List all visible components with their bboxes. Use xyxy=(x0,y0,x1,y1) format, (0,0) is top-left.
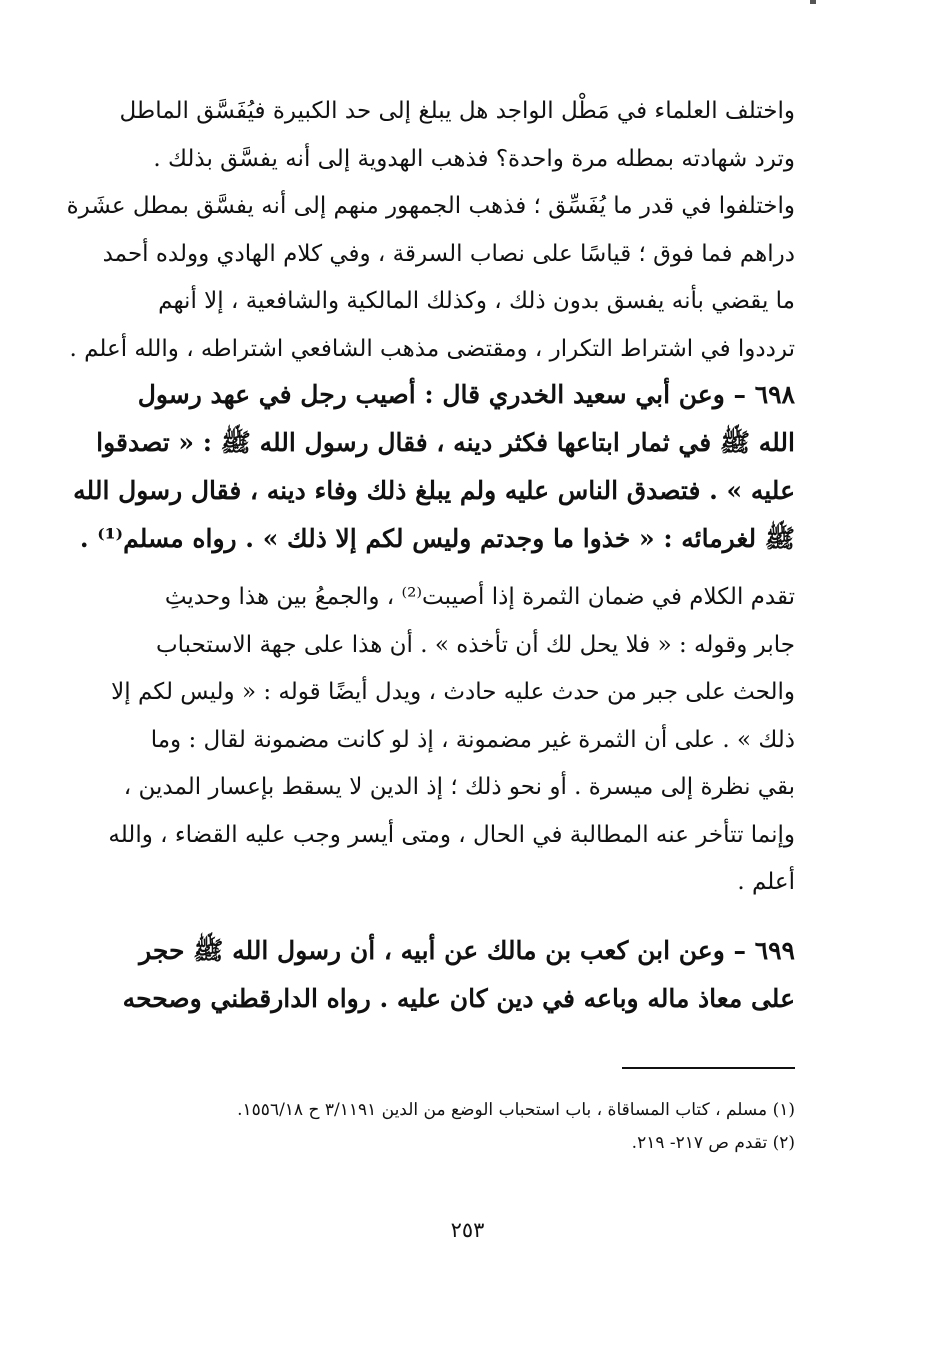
commentary-698 xyxy=(108,574,795,907)
hadith-698 xyxy=(73,371,795,563)
paragraph-scholars-opinions xyxy=(66,88,795,373)
text-line: واختلف العلماء في مَطْل الواجد هل يبلغ إلى حد الكبيرة فيُفَسَّق الماطل xyxy=(119,98,795,124)
scan-mark xyxy=(810,0,816,4)
hadith-line: الله ﷺ في ثمار ابتاعها فكثر دينه ، فقال رسول الله ﷺ : « تصدقوا xyxy=(96,428,795,457)
text-line: ذلك » . على أن الثمرة غير مضمونة ، إذ لو كانت مضمونة لقال : وما xyxy=(150,726,795,753)
text-line: ترددوا في اشتراط التكرار ، ومقتضى مذهب الشافعي اشتراطه ، والله أعلم . xyxy=(69,335,795,362)
text-line: أعلم . xyxy=(737,869,795,895)
text-line: تقدم الكلام في ضمان الثمرة إذا أصيبت⁽²⁾ ، والجمعُ بين هذا وحديثِ xyxy=(164,584,795,610)
text-line: ما يقضي بأنه يفسق بدون ذلك ، وكذلك المالكية والشافعية ، إلا أنهم xyxy=(158,288,795,314)
footnote-2: (٢) تقدم ص ٢١٧- ٢١٩. xyxy=(631,1133,795,1153)
text-line: وإنما تتأخر عنه المطالبة في الحال ، ومتى أيسر وجب عليه القضاء ، والله xyxy=(108,821,795,848)
hadith-line: ٦٩٨ – وعن أبي سعيد الخدري قال : أصيب رجل في عهد رسول xyxy=(137,380,795,409)
text-line: وترد شهادته بمطله مرة واحدة؟ فذهب الهدوية إلى أنه يفسَّق بذلك . xyxy=(153,145,795,172)
hadith-line: على معاذ ماله وباعه في دين كان عليه . رواه الدارقطني وصححه xyxy=(122,984,795,1013)
footnotes xyxy=(190,1094,795,1160)
hadith-699 xyxy=(122,927,795,1023)
page-number: ٢٥٣ xyxy=(450,1218,485,1242)
hadith-line: ﷺ لغرمائه : « خذوا ما وجدتم وليس لكم إلا ذلك » . رواه مسلم⁽¹⁾ . xyxy=(79,524,795,553)
text-line: جابر وقوله : « فلا يحل لك أن تأخذه » . أن هذا على جهة الاستحباب xyxy=(155,631,795,658)
text-line: بقي نظرة إلى ميسرة . أو نحو ذلك ؛ إذ الدين لا يسقط بإعسار المدين ، xyxy=(123,774,795,800)
footnote-separator xyxy=(622,1067,795,1069)
text-line: دراهم فما فوق ؛ قياسًا على نصاب السرقة ، وفي كلام الهادي وولده أحمد xyxy=(102,240,795,267)
hadith-line: ٦٩٩ – وعن ابن كعب بن مالك عن أبيه ، أن رسول الله ﷺ حجر xyxy=(139,936,795,965)
hadith-line: عليه » . فتصدق الناس عليه ولم يبلغ ذلك وفاء دينه ، فقال رسول الله xyxy=(73,476,795,505)
text-line: واختلفوا في قدر ما يُفَسِّق ؛ فذهب الجمهور منهم إلى أنه يفسَّق بمطل عشَرة xyxy=(66,193,795,219)
text-line: والحث على جبر من حدث عليه حادث ، ويدل أيضًا قوله : « وليس لكم إلا xyxy=(111,679,795,705)
footnote-1: (١) مسلم ، كتاب المساقاة ، باب استحباب الوضع من الدين ٣/١١٩١ ح ١٥٥٦/١٨. xyxy=(237,1100,795,1120)
